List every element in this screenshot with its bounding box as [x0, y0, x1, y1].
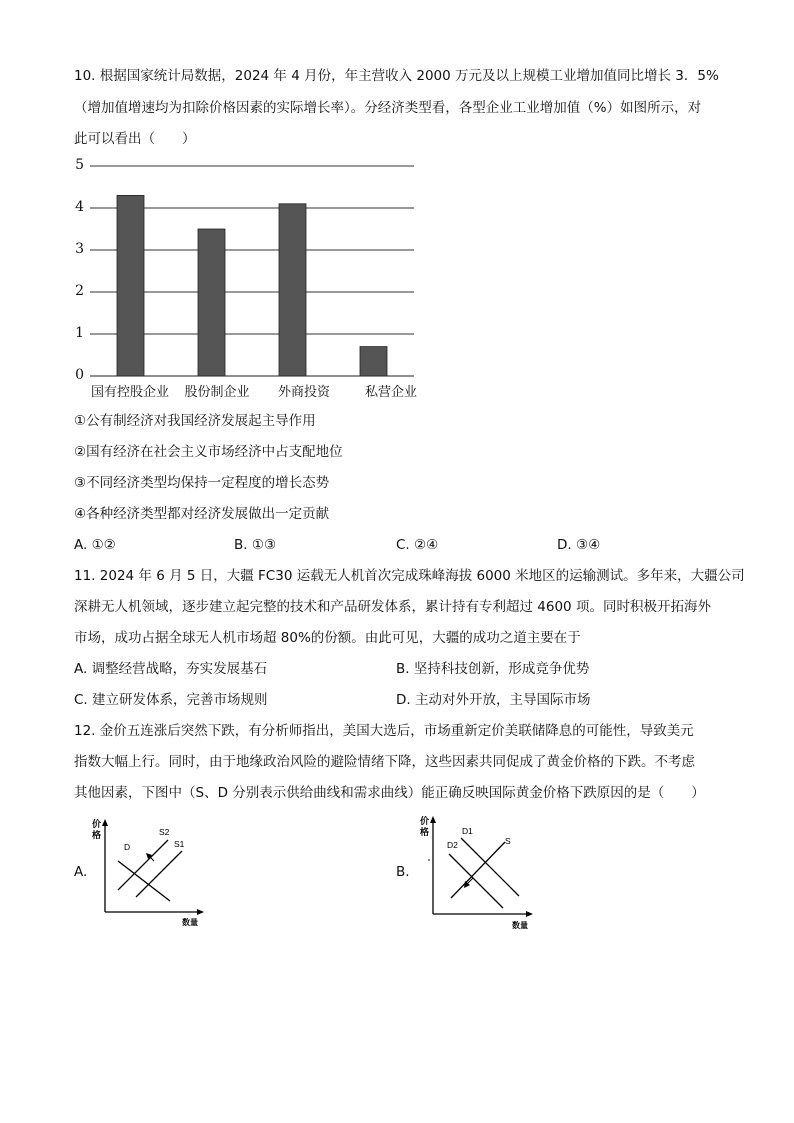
- x-tick-label: 私营企业: [364, 385, 417, 400]
- q12-text-line1: 12. 金价五连涨后突然下跌，有分析师指出，美国大选后，市场重新定价美联储降息的可能性，导致美元: [74, 723, 694, 739]
- bar-chart-plot: [60, 155, 440, 380]
- bar-外商投资: [279, 204, 306, 376]
- q10-option-d[interactable]: D. ③④: [557, 537, 601, 553]
- graph-a-xlabel: 数量: [182, 918, 198, 927]
- y-tick-label: 3: [75, 241, 84, 257]
- graph-b-label-s: S: [505, 836, 511, 846]
- graph-b-supply-curve: [451, 842, 505, 898]
- q12-option-b[interactable]: B.: [396, 864, 410, 880]
- supply-demand-graph-a: [88, 815, 218, 930]
- supply-demand-graph-b: [415, 812, 545, 932]
- graph-b-x-arrow: [526, 911, 533, 917]
- graph-a-ylabel-2: 格: [92, 830, 102, 840]
- q10-option-c[interactable]: C. ②④: [396, 537, 439, 553]
- y-tick-label: 1: [75, 325, 84, 341]
- bar-私营企业: [360, 347, 387, 376]
- graph-a-x-arrow: [197, 909, 204, 915]
- q11-option-b[interactable]: B. 坚持科技创新，形成竞争优势: [396, 661, 590, 677]
- q11-text-line2: 深耕无人机领域，逐步建立起完整的技术和产品研发体系，累计持有专利超过 4600 项。同时积极开拓海外: [74, 599, 711, 615]
- q11-option-a[interactable]: A. 调整经营战略，夯实发展基石: [74, 661, 268, 677]
- bar-股份制企业: [198, 229, 225, 376]
- q12-text-line2: 指数大幅上行。同时，由于地缘政治风险的避险情绪下降，这些因素共同促成了黄金价格的下跌。不考虑: [74, 754, 695, 770]
- q10-statement-1: ①公有制经济对我国经济发展起主导作用: [74, 413, 316, 429]
- x-tick-label: 国有控股企业: [90, 385, 169, 400]
- bar-chart: [60, 155, 440, 405]
- q11-text-line3: 市场，成功占据全球无人机市场超 80%的份额。由此可见，大疆的成功之道主要在于: [74, 630, 581, 646]
- q10-statement-2: ②国有经济在社会主义市场经济中占支配地位: [74, 444, 343, 460]
- q10-statement-3: ③不同经济类型均保持一定程度的增长态势: [74, 475, 330, 491]
- bar-国有控股企业: [117, 195, 144, 376]
- graph-a-ylabel-1: 价: [92, 819, 102, 829]
- x-tick-label: 外商投资: [277, 385, 330, 400]
- graph-a-label-d: D: [124, 842, 131, 852]
- q10-text-line3: 此可以看出（ ）: [74, 131, 196, 147]
- graph-b-demand-curve-d2: [449, 854, 503, 908]
- graph-a-label-s1: S1: [174, 839, 185, 849]
- q11-option-d[interactable]: D. 主动对外开放，主导国际市场: [396, 692, 591, 708]
- graph-b-ylabel-2: 格: [420, 827, 430, 837]
- graph-b-label-d1: D1: [462, 826, 473, 836]
- q10-option-b[interactable]: B. ①③: [234, 537, 277, 553]
- graph-a-demand-curve: [118, 861, 170, 901]
- y-tick-label: 5: [75, 157, 84, 173]
- graph-b-demand-curve-d1: [461, 838, 519, 896]
- graph-a-label-s2: S2: [159, 827, 170, 837]
- graph-b-dot: [428, 859, 430, 861]
- q12-text-line3: 其他因素，下图中（S、D 分别表示供给曲线和需求曲线）能正确反映国际黄金价格下跌原因的是（ ）: [74, 785, 705, 801]
- graph-b-ylabel-1: 价: [420, 816, 430, 826]
- graph-a-supply-curve-s1: [136, 851, 182, 897]
- y-tick-label: 2: [75, 283, 84, 299]
- graph-b-xlabel: 数量: [512, 921, 528, 930]
- x-tick-label: 股份制企业: [184, 385, 250, 400]
- y-tick-label: 4: [75, 199, 84, 215]
- graph-b-label-d2: D2: [447, 840, 458, 850]
- graph-a-y-arrow: [102, 819, 108, 826]
- y-tick-label: 0: [75, 367, 84, 383]
- q10-text-line1: 10. 根据国家统计局数据，2024 年 4 月份，年主营收入 2000 万元及以上规模工业增加值同比增长 3．5%: [74, 68, 719, 84]
- q11-option-c[interactable]: C. 建立研发体系，完善市场规则: [74, 692, 268, 708]
- q11-text-line1: 11. 2024 年 6 月 5 日，大疆 FC30 运载无人机首次完成珠峰海拔 6000 米地区的运输测试。多年来，大疆公司: [74, 568, 745, 584]
- q12-option-a[interactable]: A.: [74, 864, 88, 880]
- q10-text-line2: （增加值增速均为扣除价格因素的实际增长率）。分经济类型看，各型企业工业增加值（%）如图所示，对: [74, 100, 702, 116]
- graph-b-y-arrow: [430, 816, 436, 823]
- q10-option-a[interactable]: A. ①②: [74, 537, 116, 553]
- q10-statement-4: ④各种经济类型都对经济发展做出一定贡献: [74, 506, 330, 522]
